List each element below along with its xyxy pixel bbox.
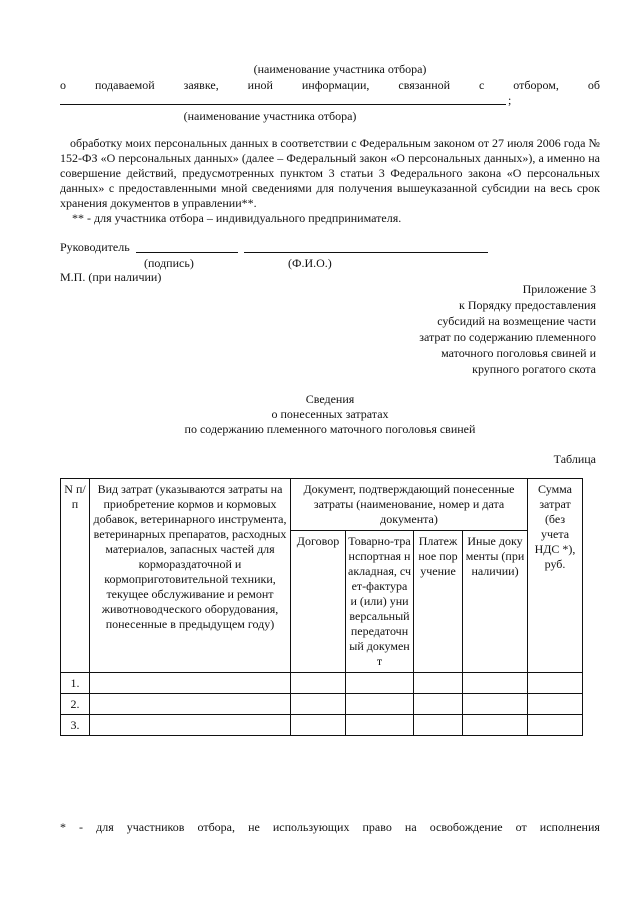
- table-row: [61, 673, 583, 694]
- appendix-line: субсидий на возмещение части: [437, 314, 596, 328]
- participant-label-1: (наименование участника отбора): [253, 62, 427, 76]
- sum-cell[interactable]: [528, 694, 583, 715]
- participant-label-2: (наименование участника отбора): [183, 109, 357, 123]
- info-line: [60, 78, 600, 92]
- participant-name-blank[interactable]: [60, 104, 506, 105]
- subheader-other: Иные документы (при наличии): [463, 531, 528, 673]
- other-doc-cell[interactable]: [463, 715, 528, 736]
- note-word: исполнения: [539, 820, 600, 834]
- sum-cell[interactable]: [528, 715, 583, 736]
- appendix-line: Приложение 3: [522, 282, 596, 296]
- note-word: на: [404, 820, 417, 834]
- cost-type-cell[interactable]: [90, 673, 291, 694]
- head-label: Руководитель: [60, 240, 130, 254]
- note-word: для: [96, 820, 114, 834]
- info-word: заявке,: [183, 78, 219, 92]
- title-line-1: Сведения: [305, 392, 355, 406]
- note-word: отбора,: [197, 820, 236, 834]
- fio-blank[interactable]: [244, 252, 488, 253]
- cost-type-cell[interactable]: [90, 694, 291, 715]
- appendix-line: крупного рогатого скота: [472, 362, 596, 376]
- seal-label: М.П. (при наличии): [60, 270, 162, 284]
- note-word: -: [79, 820, 84, 834]
- title-line-2: о понесенных затратах: [271, 407, 389, 421]
- row-number: 3.: [61, 715, 90, 736]
- note-word: освобождение: [429, 820, 503, 834]
- other-doc-cell[interactable]: [463, 673, 528, 694]
- appendix-line: затрат по содержанию племенного: [419, 330, 596, 344]
- header-sum: Сумма затрат (без учета НДС *), руб.: [528, 479, 583, 673]
- subheader-waybill: Товарно-транспортная накладная, счет-фактура и (или) универсальный передаточный документ: [346, 531, 414, 673]
- header-num: N п/п: [61, 479, 90, 673]
- bottom-note: [60, 820, 600, 834]
- sum-cell[interactable]: [528, 673, 583, 694]
- note-word: не: [248, 820, 260, 834]
- row-number: 1.: [61, 673, 90, 694]
- costs-table: [60, 478, 583, 736]
- waybill-cell[interactable]: [346, 673, 414, 694]
- table-row: [61, 715, 583, 736]
- cost-type-cell[interactable]: [90, 715, 291, 736]
- info-word: об: [587, 78, 600, 92]
- subheader-payment: Платежное поручение: [414, 531, 463, 673]
- info-word: подаваемой: [94, 78, 155, 92]
- contract-cell[interactable]: [291, 694, 346, 715]
- note-word: от: [515, 820, 527, 834]
- header-document: Документ, подтверждающий понесенные затраты (наименование, номер и дата документа): [291, 479, 528, 531]
- other-doc-cell[interactable]: [463, 694, 528, 715]
- payment-cell[interactable]: [414, 694, 463, 715]
- note-word: использующих: [272, 820, 350, 834]
- sign-label: (подпись): [144, 256, 194, 270]
- appendix-line: маточного поголовья свиней и: [441, 346, 596, 360]
- payment-cell[interactable]: [414, 715, 463, 736]
- info-word: иной: [247, 78, 273, 92]
- row-number: 2.: [61, 694, 90, 715]
- waybill-cell[interactable]: [346, 694, 414, 715]
- note-word: участников: [126, 820, 185, 834]
- info-word: связанной: [398, 78, 451, 92]
- contract-cell[interactable]: [291, 673, 346, 694]
- info-word: с: [479, 78, 485, 92]
- contract-cell[interactable]: [291, 715, 346, 736]
- semicolon: ;: [508, 93, 512, 107]
- info-word: о: [60, 78, 66, 92]
- consent-footnote: ** - для участника отбора – индивидуального предпринимателя.: [72, 211, 402, 225]
- appendix-line: к Порядку предоставления: [458, 298, 596, 312]
- header-cost-type: Вид затрат (указываются затраты на приобретение кормов и кормовых добавок, ветеринарного инструмента, ветеринарных препаратов, расходных материалов, запасных частей для кормораздаточной и кормоприготовительной техники, текущее обслуживание и ремонт животноводческого оборудования, понесенные в предыдущем году): [90, 479, 291, 673]
- title-line-3: по содержанию племенного маточного поголовья свиней: [184, 422, 476, 436]
- consent-paragraph: обработку моих персональных данных в соответствии с Федеральным законом от 27 июля 2006 года № 152-ФЗ «О персональных данных» (далее – Федеральный закон «О персональных данных»), а именно на совершение действий, предусмотренных пунктом 3 статьи 3 Федерального закона «О персональных данных» с предоставленными мной сведениями для получения вышеуказанной субсидии на весь срок хранения документов в управлении**.: [60, 136, 600, 210]
- note-word: *: [60, 820, 66, 834]
- subheader-contract: Договор: [291, 531, 346, 673]
- payment-cell[interactable]: [414, 673, 463, 694]
- table-row: [61, 694, 583, 715]
- name-label: (Ф.И.О.): [288, 256, 332, 270]
- info-word: отбором,: [513, 78, 559, 92]
- waybill-cell[interactable]: [346, 715, 414, 736]
- signature-blank[interactable]: [136, 252, 238, 253]
- table-label: Таблица: [553, 452, 596, 466]
- note-word: право: [362, 820, 392, 834]
- info-word: информации,: [301, 78, 370, 92]
